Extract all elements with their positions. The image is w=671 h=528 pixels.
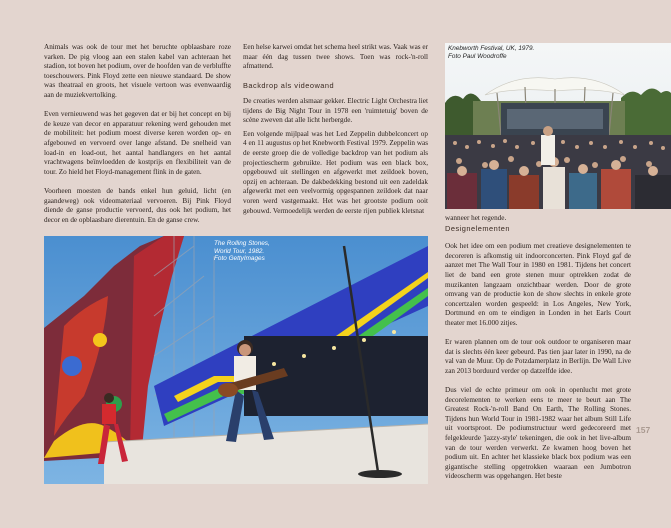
paragraph: Even vernieuwend was het gegeven dat er bij het concept en bij de keuze van decor en apparatuur rekening werd gehouden met de mobiliteit: het podium moest diverse keren worden op- en afgebouwd en vervoerd over lange afstand. De snelheid van load-in en load-out, het aantal handlangers en het aantal vrachtwagens beïnvloedden de kostprijs en flexibiliteit van de tour. Zo hield het Floyd-management flink in de gaten. bbox=[44, 110, 231, 176]
section-heading-designelementen: Designelementen bbox=[445, 223, 511, 233]
paragraph: Dus viel de echte primeur om ook in openlucht met grote decorelementen te werken eens te meer te beurt aan The Greatest Rock-'n-roll Band On Earth, The Rolling Stones. Tijdens hun World Tour in 1981-1982 waar het album Still Life uit voortsproot. De podiumstructuur werd gedecoreerd met felgekleurde 'jazzy-style' tekeningen, die ook in het live-album van de tour werden verwerkt. Ze kwamen hoog boven het podium uit. En achter het klassieke black box podium was een gigantische stelling opgetrokken waaraan een Jumbotron videoscherm was opgehangen. Het beste bbox=[445, 386, 631, 481]
text-column-middle bbox=[243, 43, 428, 231]
section-heading-backdrop: Backdrop als videowand bbox=[243, 81, 335, 91]
photo-knebworth-festival bbox=[445, 43, 671, 209]
paragraph: Animals was ook de tour met het beruchte opblaasbare roze varken. De pig vloog aan een stalen kabel van achteraan het stadion, tot boven het podium, over de hoofden van de verbluffte toeschouwers. Pink Floyd zette een nieuwe standaard. De show was theatraal en groots, het visuele vertoon was evenwaardig aan de muziekvertolking. bbox=[44, 43, 231, 99]
caption-line: Foto GettyImages bbox=[214, 255, 265, 263]
paragraph: Er waren plannen om de tour ook outdoor te organiseren maar dat is slechts één keer gebeurd. Pas tien jaar later in 1990, na de val van de Muur. Op de Potzdamerplatz in Berlijn. De Wall Live zan 2013 borduurd verder op datzelfde idee. bbox=[445, 338, 631, 375]
caption-line: Foto Paul Woodroffe bbox=[448, 52, 507, 60]
caption-knebworth bbox=[448, 45, 534, 60]
paragraph: wanneer het regende. bbox=[445, 214, 507, 222]
caption-rolling-stones bbox=[214, 240, 270, 263]
caption-line: Knebworth Festival, UK, 1979. bbox=[448, 45, 535, 52]
text-column-left bbox=[44, 43, 231, 225]
page-number: 157 bbox=[636, 425, 651, 435]
paragraph: Ook het idee om een podium met creatieve designelementen te decoreren is afkomstig uit indoorconcerten. Pink Floyd gaf de aanzet met The Wall Tour in 1980 en 1981. Tijdens het concert liet de band een grote stenen muur optrekken zodat de muzikanten langzaam onzichtbaar werden. Door de grote omvang van de productie kon de show slechts in enkele grote concertzalen worden gespeeld: in Los Angeles, New York, Dortmund en om te eindigen in Londen in het Earls Court theater met 16.000 zitjes. bbox=[445, 242, 631, 327]
text-column-right bbox=[445, 214, 631, 482]
paragraph: Een volgende mijlpaal was het Led Zeppelin dubbelconcert op 4 en 11 augustus op het Knebworth Festival 1979. Zeppelin was de eerste groep die de volledige backdrop van het podium als projectiescherm gebruikte. Het podium was een black box, opgebouwd uit stellingen en afgewerkt met zeildoek boven, opzij en achteraan. De dakbedekking bestond uit een zadeldak afgewerkt met een veelvormig opgespannen zeildoek dat naar voren werd vastgemaakt. Het was het grootste podium ooit gebouwd. Vermoedelijk werden de eerste rijen publiek kletsnat bbox=[243, 129, 428, 215]
paragraph: De creaties werden alsmaar gekker. Electric Light Orchestra liet tijdens de Big Night Tour in 1978 een 'ruimtetuig' boven de scène zweven dat alle licht herbergde. bbox=[243, 96, 428, 125]
paragraph: Voorheen moesten de bands enkel hun geluid, licht (en gaandeweg) ook videomateriaal vervoeren. Bij Pink Floyd diende de ganse productie vervoerd, dus ook het podium, het decor en de opblaasbare dierentuin. En de ganse crew. bbox=[44, 186, 231, 224]
photo-rolling-stones-stage bbox=[44, 236, 428, 484]
paragraph: Een helse karwei omdat het schema heel strikt was. Vaak was er maar één dag tussen twee shows. Toen was rock-'n-roll afmattend. bbox=[243, 43, 428, 71]
caption-line: World Tour, 1982. bbox=[214, 247, 265, 255]
caption-line: The Rolling Stones, bbox=[214, 240, 270, 247]
